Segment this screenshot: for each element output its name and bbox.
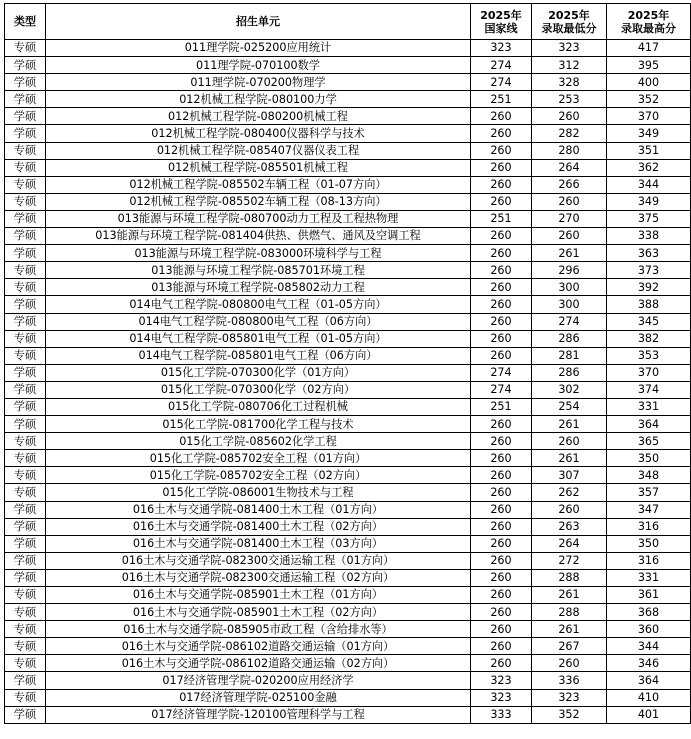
cell-unit: 016土木与交通学院-081400土木工程（02方向） <box>46 518 471 535</box>
cell-min-score: 280 <box>532 142 607 159</box>
cell-national-line: 260 <box>471 228 532 245</box>
cell-max-score: 374 <box>607 381 691 398</box>
table-body <box>5 40 691 724</box>
cell-max-score: 344 <box>607 176 691 193</box>
cell-max-score: 375 <box>607 210 691 227</box>
cell-max-score: 382 <box>607 330 691 347</box>
cell-type: 专硕 <box>5 587 46 604</box>
table-row <box>5 535 691 552</box>
cell-national-line: 260 <box>471 587 532 604</box>
table-row <box>5 433 691 450</box>
cell-unit: 016土木与交通学院-085901土木工程（02方向） <box>46 604 471 621</box>
table-row <box>5 330 691 347</box>
cell-max-score: 352 <box>607 91 691 108</box>
table-row <box>5 638 691 655</box>
table-row <box>5 518 691 535</box>
cell-type: 学硕 <box>5 569 46 586</box>
header-max-score <box>607 4 691 40</box>
table-row <box>5 176 691 193</box>
cell-unit: 013能源与环境工程学院-083000环境科学与工程 <box>46 245 471 262</box>
cell-min-score: 264 <box>532 159 607 176</box>
cell-type: 专硕 <box>5 621 46 638</box>
cell-national-line: 251 <box>471 91 532 108</box>
cell-min-score: 261 <box>532 245 607 262</box>
cell-max-score: 365 <box>607 433 691 450</box>
cell-unit: 015化工学院-085702安全工程（01方向） <box>46 450 471 467</box>
cell-national-line: 260 <box>471 330 532 347</box>
header-unit: 招生单元 <box>46 4 471 40</box>
cell-type: 专硕 <box>5 638 46 655</box>
table-row <box>5 381 691 398</box>
cell-type: 学硕 <box>5 108 46 125</box>
cell-unit: 014电气工程学院-085801电气工程（01-05方向） <box>46 330 471 347</box>
cell-national-line: 260 <box>471 569 532 586</box>
cell-national-line: 274 <box>471 364 532 381</box>
cell-national-line: 260 <box>471 638 532 655</box>
cell-national-line: 260 <box>471 279 532 296</box>
cell-national-line: 260 <box>471 245 532 262</box>
header-min-score <box>532 4 607 40</box>
cell-min-score: 288 <box>532 569 607 586</box>
cell-min-score: 286 <box>532 330 607 347</box>
table-row <box>5 467 691 484</box>
cell-max-score: 316 <box>607 518 691 535</box>
cell-national-line: 260 <box>471 416 532 433</box>
table-row <box>5 672 691 689</box>
cell-national-line: 260 <box>471 535 532 552</box>
cell-min-score: 281 <box>532 347 607 364</box>
table-row <box>5 621 691 638</box>
cell-type: 专硕 <box>5 484 46 501</box>
cell-unit: 012机械工程学院-085501机械工程 <box>46 159 471 176</box>
cell-min-score: 261 <box>532 621 607 638</box>
cell-max-score: 363 <box>607 245 691 262</box>
cell-unit: 015化工学院-080706化工过程机械 <box>46 398 471 415</box>
cell-max-score: 400 <box>607 74 691 91</box>
cell-unit: 016土木与交通学院-082300交通运输工程（01方向） <box>46 552 471 569</box>
cell-min-score: 272 <box>532 552 607 569</box>
cell-unit: 015化工学院-070300化学（02方向） <box>46 381 471 398</box>
cell-min-score: 307 <box>532 467 607 484</box>
cell-national-line: 274 <box>471 74 532 91</box>
cell-national-line: 260 <box>471 450 532 467</box>
cell-max-score: 364 <box>607 672 691 689</box>
cell-max-score: 347 <box>607 501 691 518</box>
cell-type: 学硕 <box>5 398 46 415</box>
cell-max-score: 392 <box>607 279 691 296</box>
header-national-line-year: 2025年 <box>480 8 522 22</box>
cell-unit: 011理学院-070200物理学 <box>46 74 471 91</box>
cell-min-score: 296 <box>532 262 607 279</box>
cell-type: 学硕 <box>5 313 46 330</box>
cell-type: 专硕 <box>5 450 46 467</box>
cell-min-score: 336 <box>532 672 607 689</box>
cell-type: 专硕 <box>5 193 46 210</box>
table-row <box>5 706 691 723</box>
cell-min-score: 302 <box>532 381 607 398</box>
cell-national-line: 251 <box>471 210 532 227</box>
cell-unit: 016土木与交通学院-081400土木工程（03方向） <box>46 535 471 552</box>
table-row <box>5 552 691 569</box>
cell-min-score: 262 <box>532 484 607 501</box>
cell-unit: 015化工学院-085702安全工程（02方向） <box>46 467 471 484</box>
cell-national-line: 260 <box>471 193 532 210</box>
cell-national-line: 251 <box>471 398 532 415</box>
cell-min-score: 261 <box>532 416 607 433</box>
table-header-row <box>5 4 691 40</box>
cell-min-score: 270 <box>532 210 607 227</box>
header-min-score-label: 录取最低分 <box>541 21 597 35</box>
cell-min-score: 274 <box>532 313 607 330</box>
cell-type: 专硕 <box>5 330 46 347</box>
cell-national-line: 260 <box>471 142 532 159</box>
header-national-line-label: 国家线 <box>484 21 518 35</box>
table-row <box>5 450 691 467</box>
cell-max-score: 346 <box>607 655 691 672</box>
table-row <box>5 159 691 176</box>
table-row <box>5 40 691 57</box>
cell-national-line: 260 <box>471 467 532 484</box>
cell-unit: 015化工学院-086001生物技术与工程 <box>46 484 471 501</box>
cell-type: 专硕 <box>5 159 46 176</box>
table-row <box>5 347 691 364</box>
cell-type: 学硕 <box>5 416 46 433</box>
cell-type: 专硕 <box>5 262 46 279</box>
table-row <box>5 108 691 125</box>
cell-unit: 011理学院-070100数学 <box>46 57 471 74</box>
table-row <box>5 228 691 245</box>
table-row <box>5 262 691 279</box>
cell-national-line: 260 <box>471 552 532 569</box>
table-row <box>5 689 691 706</box>
header-max-score-year: 2025年 <box>627 8 670 22</box>
cell-type: 学硕 <box>5 381 46 398</box>
admission-scores-table <box>4 3 691 724</box>
cell-type: 学硕 <box>5 706 46 723</box>
cell-unit: 016土木与交通学院-085905市政工程（含给排水等） <box>46 621 471 638</box>
cell-max-score: 331 <box>607 398 691 415</box>
cell-national-line: 260 <box>471 518 532 535</box>
cell-max-score: 316 <box>607 552 691 569</box>
table-row <box>5 74 691 91</box>
cell-max-score: 353 <box>607 347 691 364</box>
cell-unit: 012机械工程学院-080100力学 <box>46 91 471 108</box>
table-row <box>5 193 691 210</box>
cell-type: 专硕 <box>5 467 46 484</box>
table-row <box>5 313 691 330</box>
cell-type: 学硕 <box>5 125 46 142</box>
cell-national-line: 260 <box>471 262 532 279</box>
header-type: 类型 <box>5 4 46 40</box>
cell-min-score: 253 <box>532 91 607 108</box>
cell-type: 学硕 <box>5 501 46 518</box>
cell-national-line: 333 <box>471 706 532 723</box>
cell-national-line: 274 <box>471 57 532 74</box>
cell-type: 专硕 <box>5 347 46 364</box>
cell-min-score: 260 <box>532 228 607 245</box>
cell-type: 学硕 <box>5 672 46 689</box>
cell-type: 专硕 <box>5 604 46 621</box>
table-row <box>5 210 691 227</box>
cell-type: 学硕 <box>5 74 46 91</box>
cell-unit: 012机械工程学院-085502车辆工程（01-07方向） <box>46 176 471 193</box>
cell-type: 专硕 <box>5 279 46 296</box>
cell-max-score: 338 <box>607 228 691 245</box>
cell-unit: 016土木与交通学院-082300交通运输工程（02方向） <box>46 569 471 586</box>
cell-unit: 015化工学院-070300化学（01方向） <box>46 364 471 381</box>
cell-national-line: 260 <box>471 159 532 176</box>
table-row <box>5 364 691 381</box>
cell-min-score: 288 <box>532 604 607 621</box>
cell-max-score: 373 <box>607 262 691 279</box>
cell-unit: 014电气工程学院-080800电气工程（01-05方向） <box>46 296 471 313</box>
cell-national-line: 260 <box>471 108 532 125</box>
table-row <box>5 569 691 586</box>
cell-unit: 013能源与环境工程学院-085802动力工程 <box>46 279 471 296</box>
table-row <box>5 655 691 672</box>
cell-type: 专硕 <box>5 176 46 193</box>
cell-type: 学硕 <box>5 535 46 552</box>
cell-unit: 012机械工程学院-085407仪器仪表工程 <box>46 142 471 159</box>
cell-min-score: 263 <box>532 518 607 535</box>
cell-unit: 014电气工程学院-080800电气工程（06方向） <box>46 313 471 330</box>
cell-unit: 012机械工程学院-080200机械工程 <box>46 108 471 125</box>
cell-max-score: 345 <box>607 313 691 330</box>
header-max-score-label: 录取最高分 <box>621 21 676 35</box>
cell-min-score: 323 <box>532 689 607 706</box>
cell-min-score: 261 <box>532 450 607 467</box>
cell-unit: 016土木与交通学院-086102道路交通运输（02方向） <box>46 655 471 672</box>
cell-national-line: 260 <box>471 655 532 672</box>
cell-type: 学硕 <box>5 552 46 569</box>
cell-national-line: 260 <box>471 313 532 330</box>
table-row <box>5 125 691 142</box>
cell-min-score: 260 <box>532 108 607 125</box>
cell-national-line: 323 <box>471 689 532 706</box>
cell-national-line: 323 <box>471 672 532 689</box>
cell-type: 专硕 <box>5 655 46 672</box>
cell-max-score: 370 <box>607 108 691 125</box>
cell-type: 学硕 <box>5 245 46 262</box>
cell-type: 专硕 <box>5 433 46 450</box>
cell-max-score: 348 <box>607 467 691 484</box>
cell-max-score: 362 <box>607 159 691 176</box>
cell-unit: 015化工学院-085602化学工程 <box>46 433 471 450</box>
cell-min-score: 323 <box>532 40 607 57</box>
cell-unit: 016土木与交通学院-086102道路交通运输（01方向） <box>46 638 471 655</box>
cell-min-score: 312 <box>532 57 607 74</box>
cell-max-score: 349 <box>607 125 691 142</box>
cell-max-score: 417 <box>607 40 691 57</box>
cell-type: 学硕 <box>5 91 46 108</box>
cell-max-score: 361 <box>607 587 691 604</box>
cell-max-score: 401 <box>607 706 691 723</box>
cell-max-score: 360 <box>607 621 691 638</box>
cell-min-score: 264 <box>532 535 607 552</box>
table-row <box>5 484 691 501</box>
table-row <box>5 245 691 262</box>
table-row <box>5 398 691 415</box>
cell-min-score: 286 <box>532 364 607 381</box>
cell-unit: 013能源与环境工程学院-080700动力工程及工程热物理 <box>46 210 471 227</box>
cell-min-score: 260 <box>532 655 607 672</box>
cell-type: 学硕 <box>5 518 46 535</box>
cell-min-score: 260 <box>532 433 607 450</box>
table-row <box>5 91 691 108</box>
cell-min-score: 267 <box>532 638 607 655</box>
cell-max-score: 357 <box>607 484 691 501</box>
table-row <box>5 142 691 159</box>
cell-type: 学硕 <box>5 296 46 313</box>
table-row <box>5 57 691 74</box>
table-row <box>5 501 691 518</box>
cell-max-score: 349 <box>607 193 691 210</box>
cell-max-score: 350 <box>607 535 691 552</box>
header-min-score-year: 2025年 <box>548 8 590 22</box>
cell-max-score: 331 <box>607 569 691 586</box>
cell-min-score: 300 <box>532 279 607 296</box>
header-national-line <box>471 4 532 40</box>
cell-max-score: 370 <box>607 364 691 381</box>
table-row <box>5 604 691 621</box>
cell-max-score: 364 <box>607 416 691 433</box>
cell-national-line: 260 <box>471 433 532 450</box>
cell-min-score: 260 <box>532 501 607 518</box>
cell-min-score: 261 <box>532 587 607 604</box>
cell-national-line: 260 <box>471 125 532 142</box>
cell-type: 学硕 <box>5 210 46 227</box>
cell-unit: 011理学院-025200应用统计 <box>46 40 471 57</box>
cell-type: 专硕 <box>5 689 46 706</box>
cell-national-line: 260 <box>471 621 532 638</box>
cell-min-score: 260 <box>532 193 607 210</box>
cell-unit: 013能源与环境工程学院-081404供热、供燃气、通风及空调工程 <box>46 228 471 245</box>
cell-unit: 017经济管理学院-120100管理科学与工程 <box>46 706 471 723</box>
table-row <box>5 296 691 313</box>
cell-national-line: 274 <box>471 381 532 398</box>
cell-national-line: 260 <box>471 604 532 621</box>
cell-min-score: 254 <box>532 398 607 415</box>
cell-max-score: 388 <box>607 296 691 313</box>
table-row <box>5 279 691 296</box>
cell-unit: 017经济管理学院-025100金融 <box>46 689 471 706</box>
cell-max-score: 368 <box>607 604 691 621</box>
cell-type: 学硕 <box>5 364 46 381</box>
cell-unit: 012机械工程学院-080400仪器科学与技术 <box>46 125 471 142</box>
cell-unit: 015化工学院-081700化学工程与技术 <box>46 416 471 433</box>
cell-type: 学硕 <box>5 57 46 74</box>
cell-national-line: 260 <box>471 501 532 518</box>
cell-unit: 012机械工程学院-085502车辆工程（08-13方向） <box>46 193 471 210</box>
cell-unit: 016土木与交通学院-085901土木工程（01方向） <box>46 587 471 604</box>
cell-unit: 016土木与交通学院-081400土木工程（01方向） <box>46 501 471 518</box>
cell-min-score: 282 <box>532 125 607 142</box>
cell-min-score: 266 <box>532 176 607 193</box>
cell-national-line: 260 <box>471 347 532 364</box>
cell-max-score: 351 <box>607 142 691 159</box>
table-row <box>5 587 691 604</box>
cell-min-score: 352 <box>532 706 607 723</box>
cell-min-score: 300 <box>532 296 607 313</box>
cell-type: 专硕 <box>5 142 46 159</box>
table-row <box>5 416 691 433</box>
cell-national-line: 323 <box>471 40 532 57</box>
cell-unit: 014电气工程学院-085801电气工程（06方向） <box>46 347 471 364</box>
cell-max-score: 344 <box>607 638 691 655</box>
cell-type: 学硕 <box>5 228 46 245</box>
cell-unit: 013能源与环境工程学院-085701环境工程 <box>46 262 471 279</box>
cell-national-line: 260 <box>471 296 532 313</box>
cell-type: 专硕 <box>5 40 46 57</box>
cell-national-line: 260 <box>471 176 532 193</box>
cell-national-line: 260 <box>471 484 532 501</box>
cell-max-score: 410 <box>607 689 691 706</box>
cell-max-score: 395 <box>607 57 691 74</box>
cell-unit: 017经济管理学院-020200应用经济学 <box>46 672 471 689</box>
cell-max-score: 350 <box>607 450 691 467</box>
cell-min-score: 328 <box>532 74 607 91</box>
